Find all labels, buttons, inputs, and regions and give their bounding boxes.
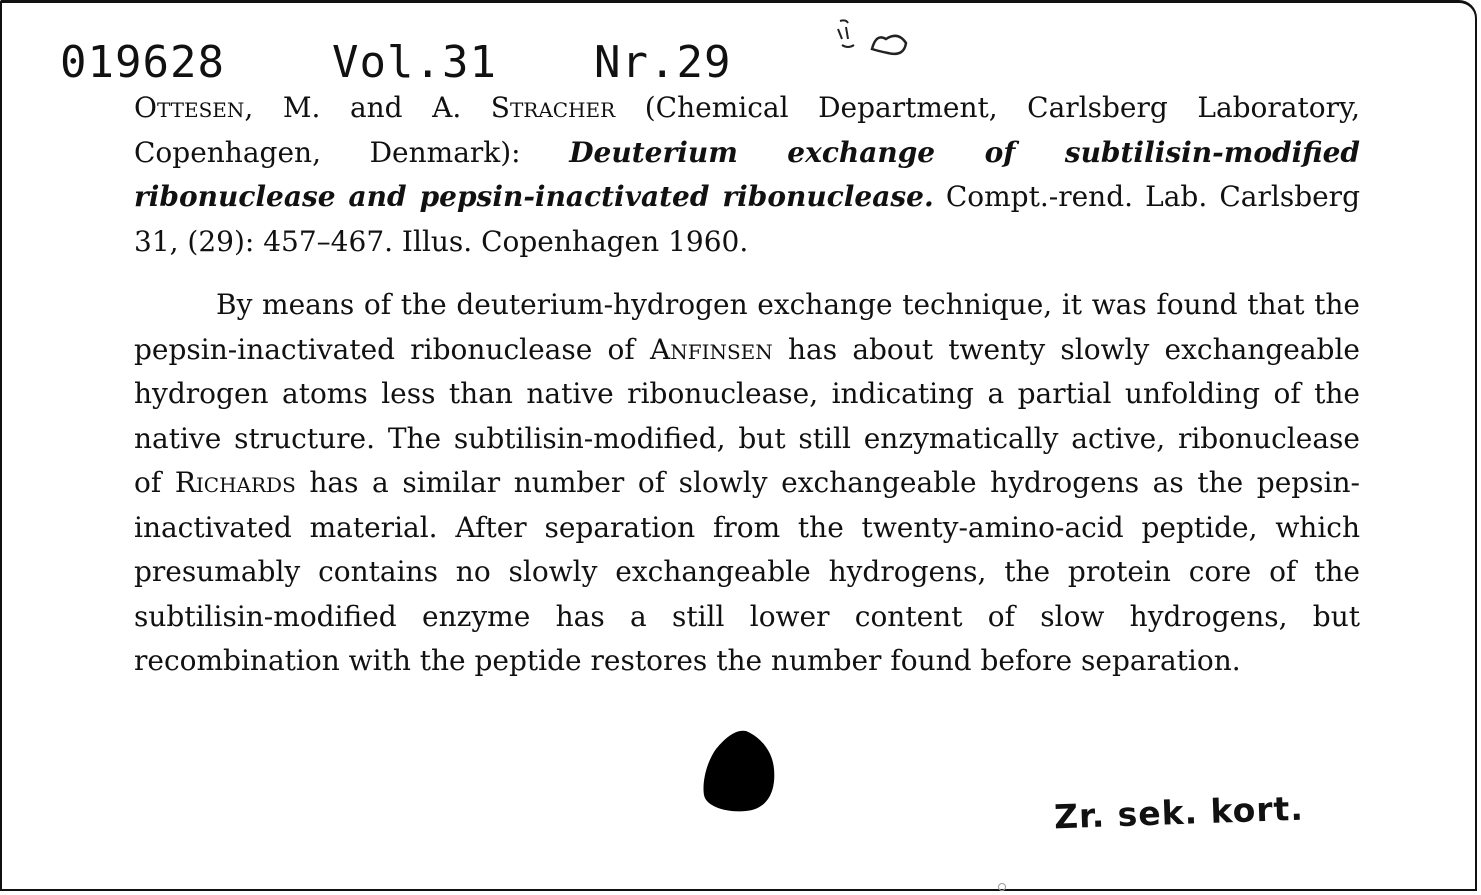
article-title: Deuterium exchange of subtilisin-modified ribonuclease and pepsin-inactivated ribonuclease. xyxy=(134,135,1360,213)
author-name: Ottesen xyxy=(134,91,245,124)
author-separator: , M. and A. xyxy=(244,91,491,124)
volume-label: Vol.31 xyxy=(332,37,497,88)
card-number: 019628 xyxy=(60,37,225,88)
cited-name: Richards xyxy=(174,466,296,499)
dot-mark xyxy=(998,883,1006,891)
handwritten-note: Zr. sek. kort. xyxy=(1053,788,1305,837)
author-name: Stracher xyxy=(490,91,616,124)
abstract-text: By means of the deuterium-hydrogen exchange technique, it was found that the pepsin-inactivated ribonuclease of xyxy=(134,288,1360,366)
abstract-block xyxy=(134,283,1360,684)
pencil-mark-icon xyxy=(832,15,922,65)
affiliation: (Chemical Department, Carlsberg Laboratory, Copenhagen, Denmark): xyxy=(134,91,1360,169)
abstract-paragraph xyxy=(134,283,1360,684)
abstract-text: has a similar number of slowly exchangeable hydrogens as the pepsin-inactivated material. After separation from the twenty-amino-acid peptide, which presumably contains no slowly exchangeable hydrogens, the protein core of the subtilisin-modified enzyme has a still lower content of slow hydrogens, but recombination with the peptide restores the number found before separation. xyxy=(134,466,1361,677)
citation-block xyxy=(134,86,1360,264)
issue-label: Nr.29 xyxy=(594,37,732,88)
punch-hole-blot-icon xyxy=(702,729,776,813)
abstract-text: has about twenty slowly exchangeable hydrogen atoms less than native ribonuclease, indicating a partial unfolding of the native structure. The subtilisin-modified, but still enzymatically active, ribonuclease of xyxy=(134,332,1360,499)
cited-name: Anfinsen xyxy=(649,332,773,366)
source-reference: Compt.-rend. Lab. Carlsberg 31, (29): 457–467. Illus. Copenhagen 1960. xyxy=(134,180,1360,258)
